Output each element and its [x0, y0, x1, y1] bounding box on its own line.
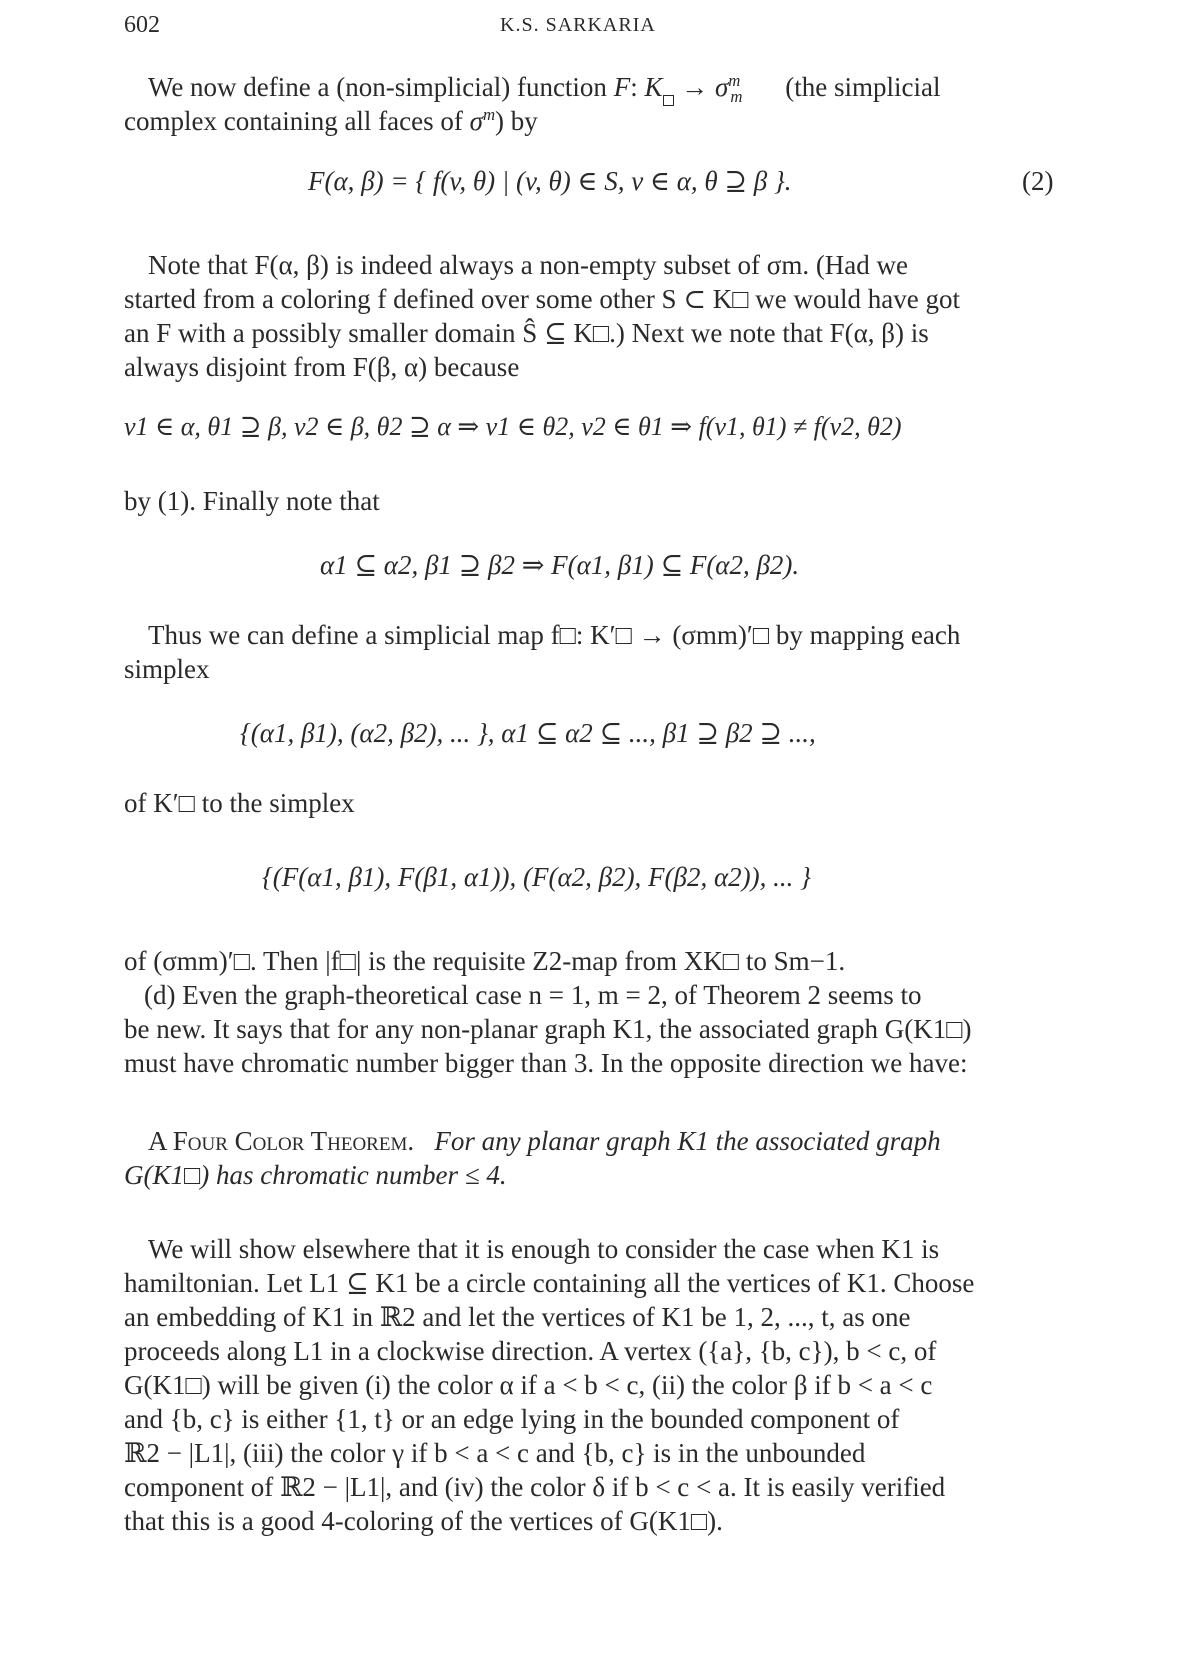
text: ) by — [495, 106, 538, 136]
page-number: 602 — [124, 12, 160, 38]
symbol-K: K — [644, 72, 663, 102]
running-title: K.S. SARKARIA — [500, 14, 656, 36]
para2-line3: an F with a possibly smaller domain Ŝ ⊆ K□.) Next we note that F(α, β) is — [124, 318, 929, 348]
theorem-line2: G(K1□) has chromatic number ≤ 4. — [124, 1160, 507, 1190]
para4-line1: Thus we can define a simplicial map f□: K′□ → (σmm)′□ by mapping each — [148, 620, 961, 650]
theorem-line1 — [124, 1124, 1054, 1158]
para2-line1: Note that F(α, β) is indeed always a non-empty subset of σm. (Had we — [148, 250, 909, 280]
text: We now define a (non-simplicial) function — [148, 72, 614, 102]
para7-line5: G(K1□) will be given (i) the color α if a < b < c, (ii) the color β if b < a < c — [124, 1370, 933, 1400]
para7-line6: and {b, c} is either {1, t} or an edge lying in the bounded component of — [124, 1404, 900, 1434]
para1-line2: complex containing all faces of $\sigma^m$) by — [124, 105, 538, 136]
para6-line3: be new. It says that for any non-planar graph K1, the associated graph G(K1□) — [124, 1014, 972, 1044]
text: complex containing all faces of — [124, 106, 470, 136]
equation-simplex-chain: {(α1, β1), (α2, β2), ... }, α1 ⊆ α2 ⊆ ..., β1 ⊇ β2 ⊇ ..., — [240, 718, 816, 748]
para6-line4: must have chromatic number bigger than 3. In the opposite direction we have: — [124, 1048, 968, 1078]
para7-line2: hamiltonian. Let L1 ⊆ K1 be a circle containing all the vertices of K1. Choose — [124, 1268, 975, 1298]
equation-monotone: α1 ⊆ α2, β1 ⊇ β2 ⇒ F(α1, β1) ⊆ F(α2, β2). — [320, 550, 800, 580]
para7-line3: an embedding of K1 in ℝ2 and let the vertices of K1 be 1, 2, ..., t, as one — [124, 1302, 911, 1332]
para2-line4: always disjoint from F(β, α) because — [124, 352, 520, 382]
text: (the simplicial — [778, 72, 941, 102]
para6-line1: of (σmm)′□. Then |f□| is the requisite Z2-map from XK□ to Sm−1. — [124, 946, 846, 976]
equation-disjoint: v1 ∈ α, θ1 ⊇ β, v2 ∈ β, θ2 ⊇ α ⇒ v1 ∈ θ2, v2 ∈ θ1 ⇒ f(v1, θ1) ≠ f(v2, θ2) — [124, 412, 902, 441]
symbol-sigma: σ — [714, 72, 729, 102]
equation-number: (2) — [1022, 166, 1054, 196]
para7-line4: proceeds along L1 in a clockwise direction. A vertex ({a}, {b, c}), b < c, of — [124, 1336, 937, 1366]
equation-image-simplex: {(F(α1, β1), F(β1, α1)), (F(α2, β2), F(β2, α2)), ... } — [262, 862, 811, 892]
theorem-title: A Four Color Theorem. — [148, 1126, 415, 1156]
text: → — [674, 72, 715, 102]
para7-line7: ℝ2 − |L1|, (iii) the color γ if b < a < c and {b, c} is in the unbounded — [124, 1438, 866, 1468]
para7-line1: We will show elsewhere that it is enough to consider the case when K1 is — [148, 1234, 940, 1264]
para1-line1: We now define a (non-simplicial) function F: $K \to \sigma^m_m$ (the simplicial — [148, 71, 941, 107]
para4-line2: simplex — [124, 654, 210, 684]
para3-line1: by (1). Finally note that — [124, 486, 380, 516]
theorem-statement: For any planar graph K1 the associated graph — [434, 1126, 941, 1156]
para5-line1: of K′□ to the simplex — [124, 788, 355, 818]
symbol-F: F — [613, 72, 631, 102]
symbol-sigma: σ — [469, 106, 483, 136]
para6-line2: (d) Even the graph-theoretical case n = 1, m = 2, of Theorem 2 seems to — [144, 980, 922, 1010]
para7-line8: component of ℝ2 − |L1|, and (iv) the color δ if b < c < a. It is easily verified — [124, 1472, 946, 1502]
para7-line9: that this is a good 4-coloring of the vertices of G(K1□). — [124, 1506, 723, 1536]
para2-line2: started from a coloring f defined over some other S ⊂ K□ we would have got — [124, 284, 960, 314]
equation-2: F(α, β) = { f(v, θ) | (v, θ) ∈ S, v ∈ α, θ ⊇ β }. — [308, 166, 792, 196]
text: : — [630, 72, 645, 102]
